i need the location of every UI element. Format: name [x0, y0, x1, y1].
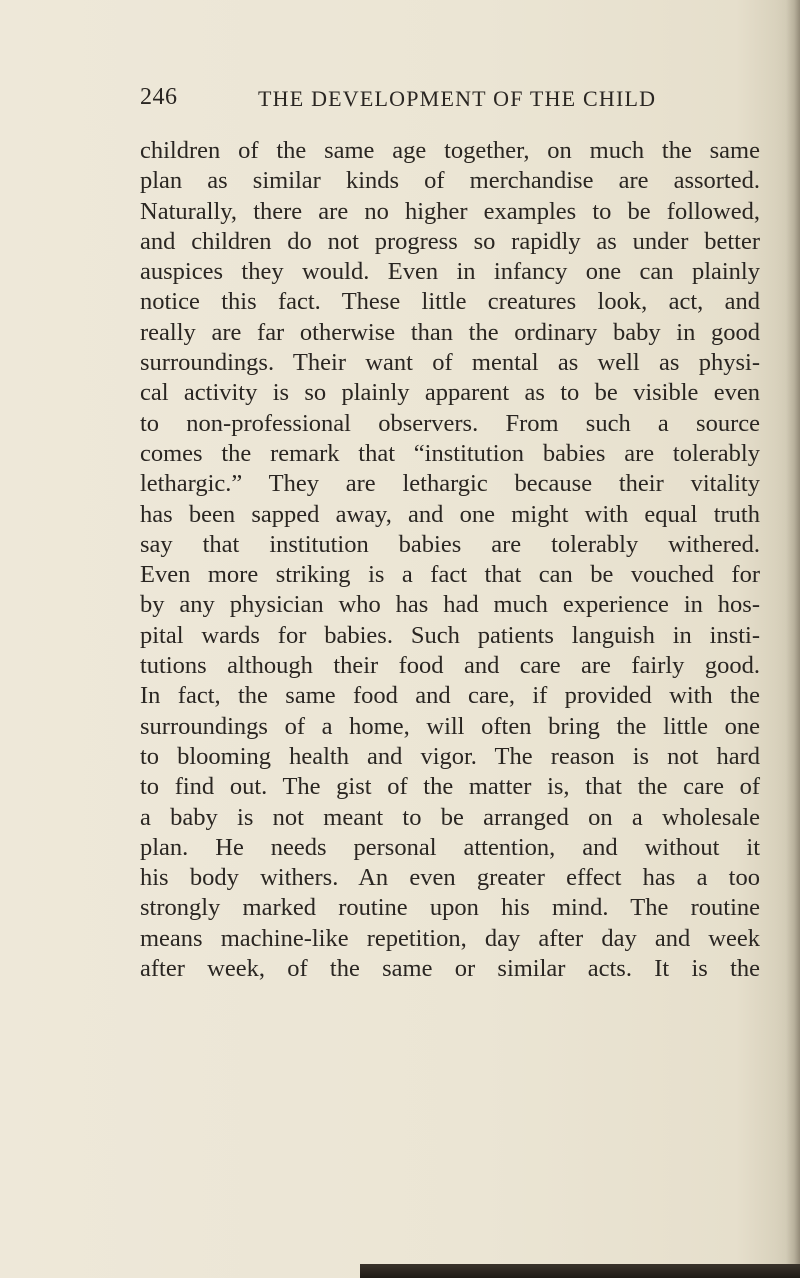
text-line: to find out. The gist of the matter is, that the care of	[140, 773, 760, 801]
text-line: Naturally, there are no higher examples to be followed,	[140, 197, 760, 225]
page-header	[140, 84, 760, 114]
text-line: strongly marked routine upon his mind. The routine	[140, 894, 760, 922]
text-line: plan. He needs personal attention, and without it	[140, 833, 760, 861]
page-number: 246	[140, 84, 178, 110]
text-line: and children do not progress so rapidly as under better	[140, 227, 760, 255]
text-line: cal activity is so plainly apparent as to be visible even	[140, 379, 760, 407]
body-paragraph	[140, 136, 760, 984]
page-edge-shadow	[786, 0, 800, 1278]
text-line: tutions although their food and care are fairly good.	[140, 652, 760, 680]
text-line: lethargic.” They are lethargic because their vitality	[140, 470, 760, 498]
text-line: pital wards for babies. Such patients languish in insti-	[140, 621, 760, 649]
text-line: a baby is not meant to be arranged on a wholesale	[140, 803, 760, 831]
text-line: by any physician who has had much experience in hos-	[140, 591, 760, 619]
text-line: really are far otherwise than the ordinary baby in good	[140, 318, 760, 346]
text-line: auspices they would. Even in infancy one can plainly	[140, 258, 760, 286]
text-line: to non-professional observers. From such a source	[140, 409, 760, 437]
text-line: his body withers. An even greater effect has a too	[140, 864, 760, 892]
text-line: surroundings. Their want of mental as well as physi-	[140, 349, 760, 377]
text-line: comes the remark that “institution babies are tolerably	[140, 439, 760, 467]
binding-shadow	[360, 1264, 800, 1278]
running-title: THE DEVELOPMENT OF THE CHILD	[258, 86, 657, 111]
text-line: surroundings of a home, will often bring the little one	[140, 712, 760, 740]
text-line: notice this fact. These little creatures look, act, and	[140, 288, 760, 316]
text-line: plan as similar kinds of merchandise are assorted.	[140, 167, 760, 195]
text-line: children of the same age together, on much the same	[140, 137, 760, 164]
text-line: Even more striking is a fact that can be vouched for	[140, 561, 760, 589]
text-line: means machine-like repetition, day after day and week	[140, 924, 760, 952]
text-line: say that institution babies are tolerably withered.	[140, 530, 760, 558]
text-line: In fact, the same food and care, if provided with the	[140, 682, 760, 710]
text-line: has been sapped away, and one might with equal truth	[140, 500, 760, 528]
text-line: to blooming health and vigor. The reason is not hard	[140, 742, 760, 770]
text-line: after week, of the same or similar acts. It is the	[140, 955, 760, 983]
